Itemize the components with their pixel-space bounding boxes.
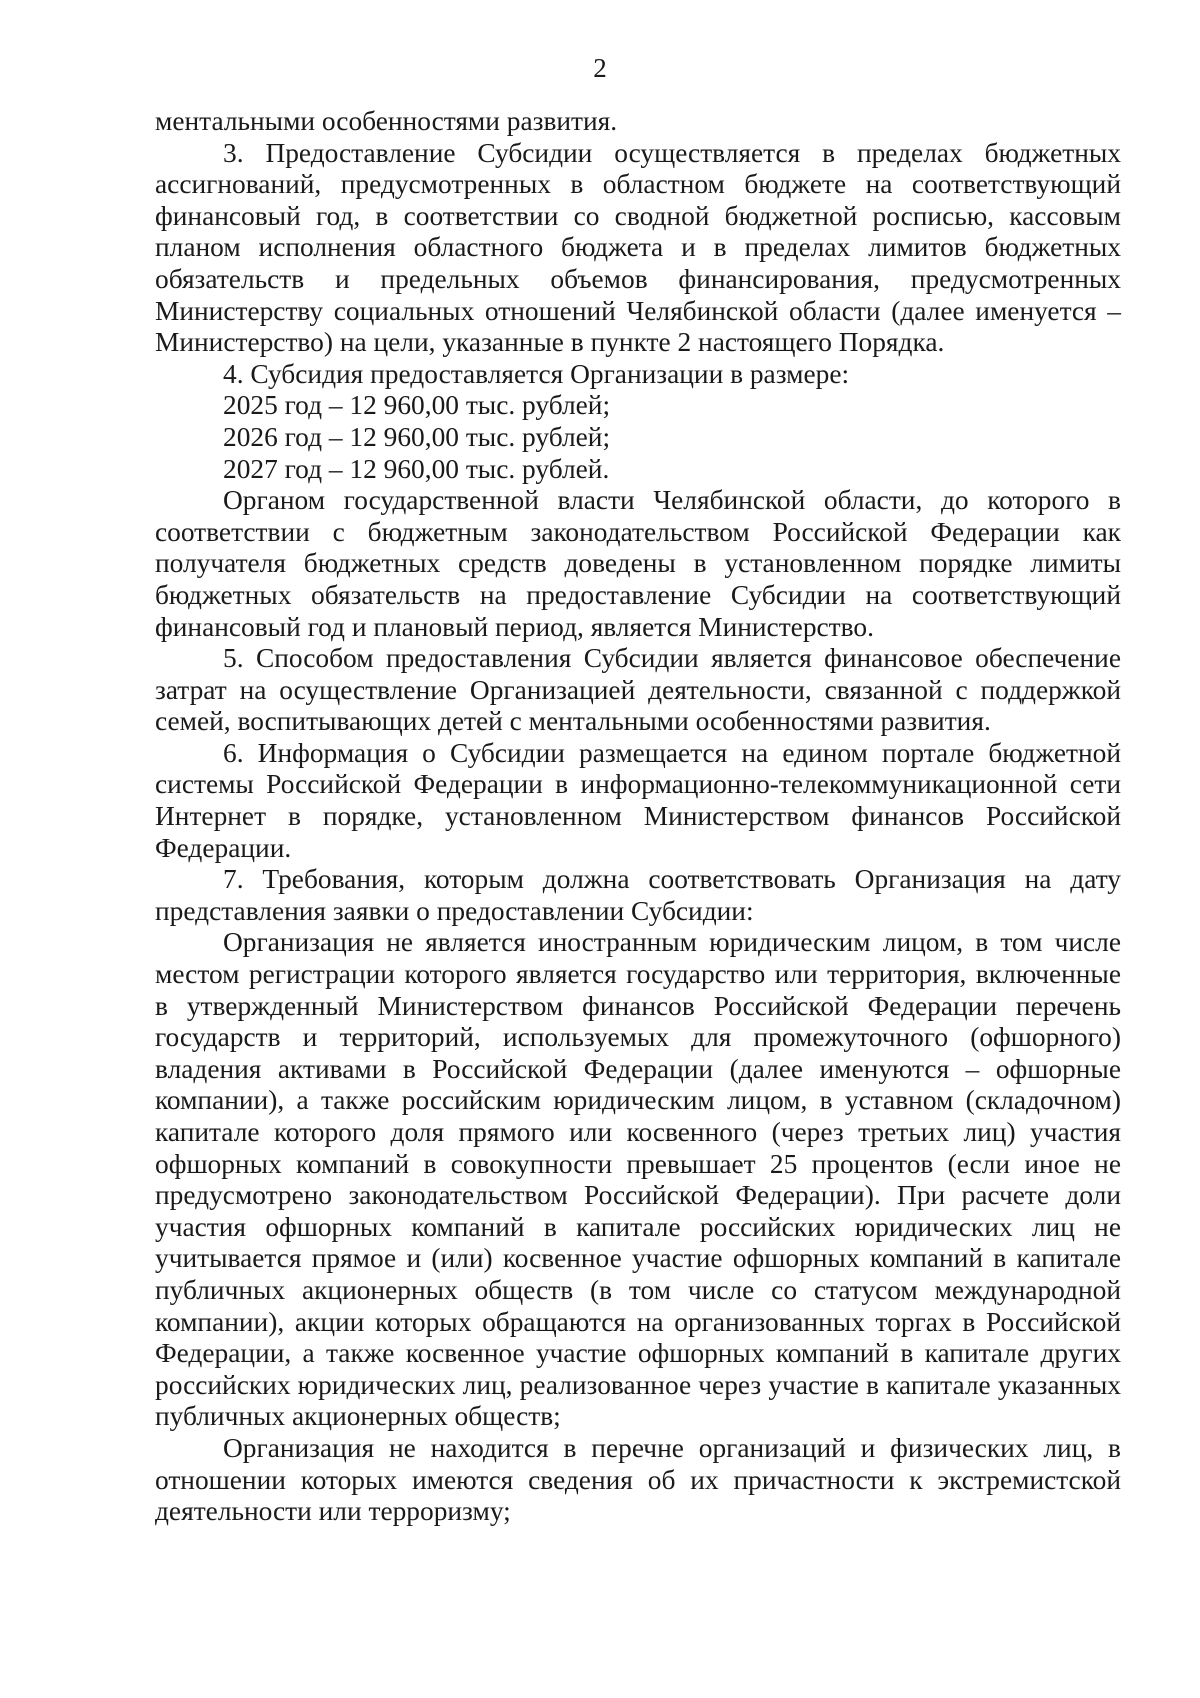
page-number: 2	[593, 53, 607, 83]
paragraph-authority: Органом государственной власти Челябинской области, до которого в соответствии с бюджетным законодательством Российской Федерации как получателя бюджетных средств доведены в установленном порядке лимиты бюджетных обязательств на предоставление Субсидии на соответствующий финансовый год и плановый период, является Министерство.	[155, 485, 1121, 642]
subsidy-amount-2025: 2025 год – 12 960,00 тыс. рублей;	[223, 390, 611, 421]
paragraph-item-6: 6. Информация о Субсидии размещается на едином портале бюджетной системы Российской Федерации в информационно-телекоммуникационной сети Интернет в порядке, установленном Министерством финансов Российской Федерации.	[155, 737, 1121, 863]
paragraph-item-7: 7. Требования, которым должна соответствовать Организация на дату представления заявки о предоставлении Субсидии:	[155, 864, 1121, 926]
paragraph-requirement-offshore: Организация не является иностранным юридическим лицом, в том числе местом регистрации которого является государство или территория, включенные в утвержденный Министерством финансов Российской Федерации перечень государств и территорий, используемых для промежуточного (офшорного) владения активами в Российской Федерации (далее именуются – офшорные компании), а также российским юридическим лицом, в уставном (складочном) капитале которого доля прямого или косвенного (через третьих лиц) участия офшорных компаний в совокупности превышает 25 процентов (если иное не предусмотрено законодательством Российской Федерации). При расчете доли участия офшорных компаний в капитале российских юридических лиц не учитывается прямое и (или) косвенное участие офшорных компаний в капитале публичных акционерных обществ (в том числе со статусом международной компании), акции которых обращаются на организованных торгах в Российской Федерации, а также косвенное участие офшорных компаний в капитале других российских юридических лиц, реализованное через участие в капитале указанных публичных акционерных обществ;	[155, 927, 1121, 1432]
paragraph-item-5: 5. Способом предоставления Субсидии является финансовое обеспечение затрат на осуществление Организацией деятельности, связанной с поддержкой семей, воспитывающих детей с ментальными особенностями развития.	[155, 643, 1121, 737]
paragraph-requirement-extremism: Организация не находится в перечне организаций и физических лиц, в отношении которых имеются сведения об их причастности к экстремистской деятельности или терроризму;	[155, 1432, 1121, 1527]
document-body	[155, 106, 1121, 1528]
paragraph-item-3: 3. Предоставление Субсидии осуществляется в пределах бюджетных ассигнований, предусмотренных в областном бюджете на соответствующий финансовый год, в соответствии со сводной бюджетной росписью, кассовым планом исполнения областного бюджета и в пределах лимитов бюджетных обязательств и предельных объемов финансирования, предусмотренных Министерству социальных отношений Челябинской области (далее именуется – Министерство) на цели, указанные в пункте 2 настоящего Порядка.	[155, 137, 1121, 358]
subsidy-amount-2026: 2026 год – 12 960,00 тыс. рублей;	[223, 421, 611, 452]
paragraph-item-4: 4. Субсидия предоставляется Организации в размере:	[223, 358, 850, 389]
subsidy-amount-2027: 2027 год – 12 960,00 тыс. рублей.	[223, 453, 610, 484]
paragraph-continuation: ментальными особенностями развития.	[155, 106, 618, 136]
